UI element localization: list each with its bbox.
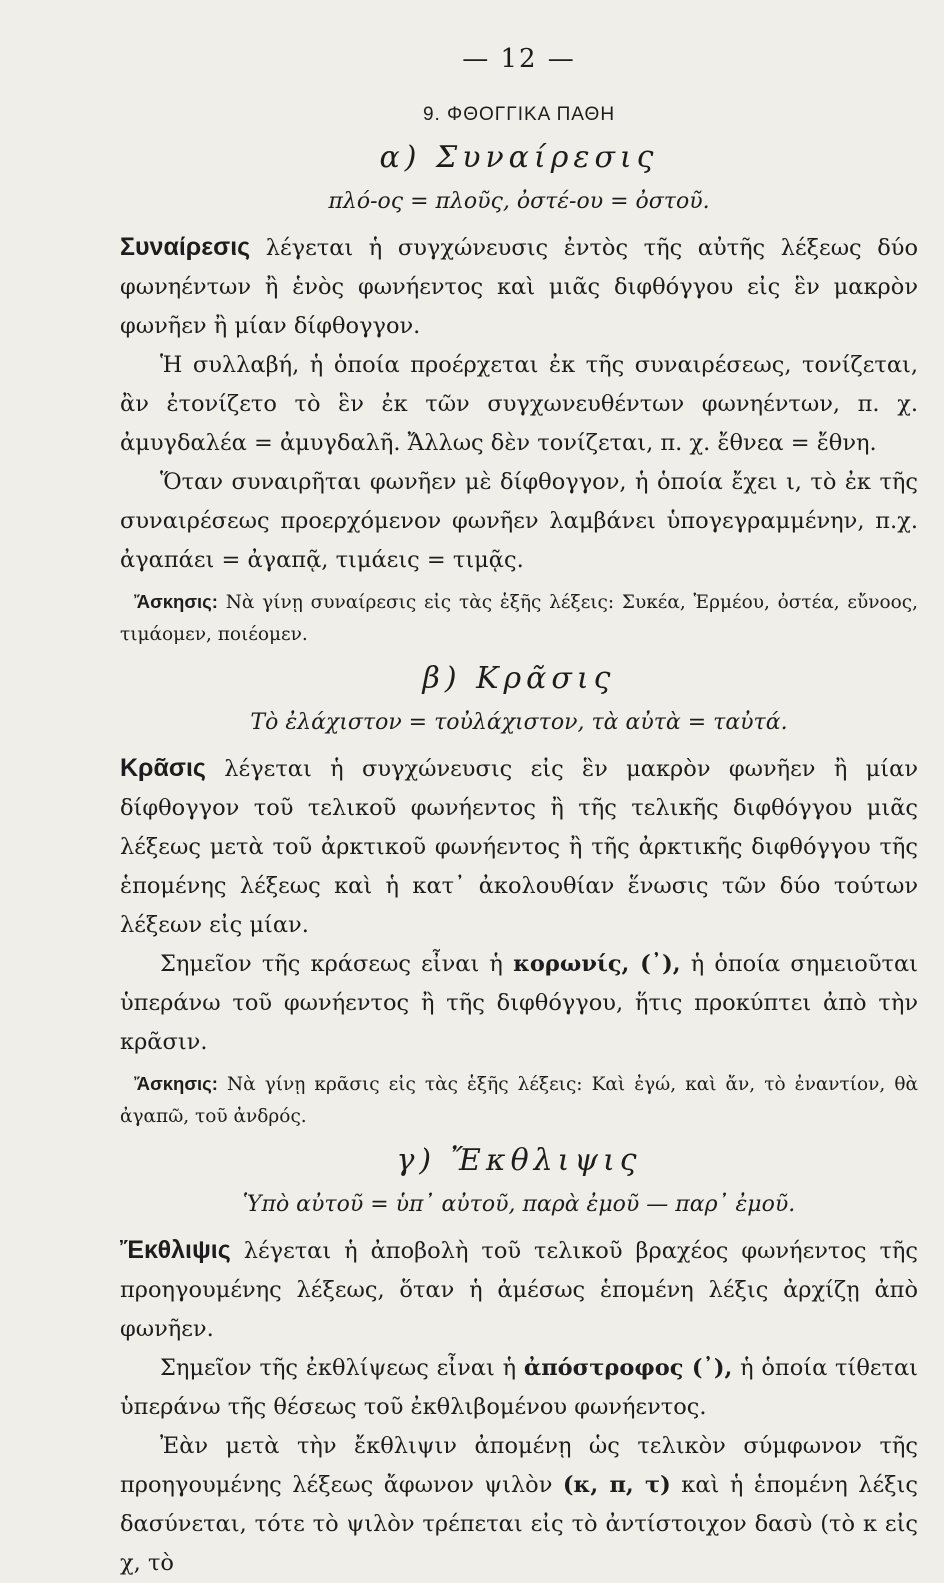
page-number: — 12 — [462, 44, 576, 74]
bold-term: (κ, π, τ) [562, 1472, 671, 1498]
section-ekthlipsis [120, 1143, 918, 1583]
paragraph [120, 749, 918, 945]
term: Κρᾶσις [120, 754, 206, 782]
paragraph-text: καὶ ἡ ἑπομένη λέξις δασύνεται, τότε τὸ ψιλὸν τρέπεται εἰς τὸ ἀντίστοιχον δασὺ (τὸ κ εἰς χ, τὸ [120, 1472, 918, 1576]
chapter-title: 9. ΦΘΟΓΓΙΚΑ ΠΑΘΗ [422, 104, 616, 125]
paragraph-text: ἡ ὁποία σημειοῦται ὑπεράνω τοῦ φωνήεντος ἢ τῆς διφθόγγου, ἥτις προκύπτει ἀπὸ τὴν κρᾶσιν. [120, 951, 918, 1055]
section-example: Ὑπὸ αὐτοῦ = ὑπ᾿ αὐτοῦ, παρὰ ἐμοῦ — παρ᾿ ἐμοῦ. [242, 1192, 796, 1217]
paragraph-text: Ἐὰν μετὰ τὴν ἔκθλιψιν ἀπομένῃ ὡς τελικὸν σύμφωνον τῆς προηγουμένης λέξεως ἄφωνον ψιλὸν [120, 1433, 918, 1498]
section-heading: γ) Ἔκθλιψις [396, 1143, 642, 1178]
paragraph: Ὅταν συναιρῆται φωνῆεν μὲ δίφθογγον, ἡ ὁποία ἔχει ι, τὸ ἐκ τῆς συναιρέσεως προερχόμενον φωνῆεν λαμβάνει ὑπογεγραμμένην, π.χ. ἀγαπάει = ἀγαπᾷ, τιμάεις = τιμᾷς. [120, 469, 918, 573]
paragraph: Ἡ συλλαβή, ἡ ὁποία προέρχεται ἐκ τῆς συναιρέσεως, τονίζεται, ἂν ἐτονίζετο τὸ ἓν ἐκ τῶν συγχωνευθέντων φωνηέντων, π. χ. ἀμυγδαλέα = ἀμυγδαλῆ. Ἄλλως δὲν τονίζεται, π. χ. ἔθνεα = ἔθνη. [120, 352, 918, 456]
exercise-label: Ἄσκησις: [134, 1073, 218, 1094]
paragraph [120, 1427, 918, 1583]
paragraph [120, 228, 918, 346]
exercise [120, 1068, 918, 1133]
section-synairesis [120, 140, 918, 651]
paragraph [120, 1231, 918, 1349]
section-heading: β) Κρᾶσις [422, 661, 616, 696]
paragraph-text: λέγεται ἡ ἀποβολὴ τοῦ τελικοῦ βραχέος φωνήεντος τῆς προηγουμένης λέξεως, ὅταν ἡ ἀμέσως ἑπομένη λέξις ἀρχίζῃ ἀπὸ φωνῆεν. [120, 1238, 918, 1342]
bold-term: ἀπόστροφος (᾿), [523, 1355, 733, 1381]
exercise [120, 586, 918, 651]
section-example: Τὸ ἐλάχιστον = τοὐλάχιστον, τὰ αὐτὰ = ταὐτά. [250, 710, 788, 735]
paragraph-text: Σημεῖον τῆς ἐκθλίψεως εἶναι ἡ [160, 1355, 524, 1381]
exercise-text: Νὰ γίνῃ συναίρεσις εἰς τὰς ἑξῆς λέξεις: Συκέα, Ἑρμέου, ὀστέα, εὔνοος, τιμάομεν, ποιέομεν. [120, 592, 918, 645]
paragraph-text: ἡ ὁποία τίθεται ὑπεράνω τῆς θέσεως τοῦ ἐκθλιβομένου φωνήεντος. [120, 1355, 918, 1420]
term: Ἔκθλιψις [120, 1236, 231, 1264]
paragraph-text: λέγεται ἡ συγχώνευσις εἰς ἓν μακρὸν φωνῆεν ἢ μίαν δίφθογγον τοῦ τελικοῦ φωνήεντος ἢ τῆς τελικῆς διφθόγγου μιᾶς λέξεως μετὰ τοῦ ἀρκτικοῦ φωνήεντος ἢ τῆς ἀρκτικῆς διφθόγγου τῆς ἑπομένης λέξεως καὶ ἡ κατ᾿ ἀκολουθίαν ἕνωσις τῶν δύο τούτων λέξεων εἰς μίαν. [120, 756, 918, 938]
paragraph-text: Σημεῖον τῆς κράσεως εἶναι ἡ [160, 951, 514, 977]
exercise-text: Νὰ γίνῃ κρᾶσις εἰς τὰς ἑξῆς λέξεις: Καὶ ἐγώ, καὶ ἄν, τὸ ἐναντίον, θὰ ἀγαπῶ, τοῦ ἀνδρός. [120, 1074, 918, 1127]
section-krasis [120, 661, 918, 1133]
paragraph-text: λέγεται ἡ συγχώνευσις ἐντὸς τῆς αὐτῆς λέξεως δύο φωνηέντων ἢ ἑνὸς φωνήεντος καὶ μιᾶς διφθόγγου εἰς ἓν μακρὸν φωνῆεν ἢ μίαν δίφθογγον. [120, 235, 918, 339]
paragraph [120, 1349, 918, 1427]
paragraph [120, 945, 918, 1062]
section-example: πλό-ος = πλοῦς, ὀστέ-ου = ὀστοῦ. [328, 189, 710, 214]
section-heading: α) Συναίρεσις [379, 140, 659, 175]
term: Συναίρεσις [120, 233, 251, 261]
exercise-label: Ἄσκησις: [134, 591, 218, 612]
bold-term: κορωνίς, (᾿), [513, 951, 681, 977]
